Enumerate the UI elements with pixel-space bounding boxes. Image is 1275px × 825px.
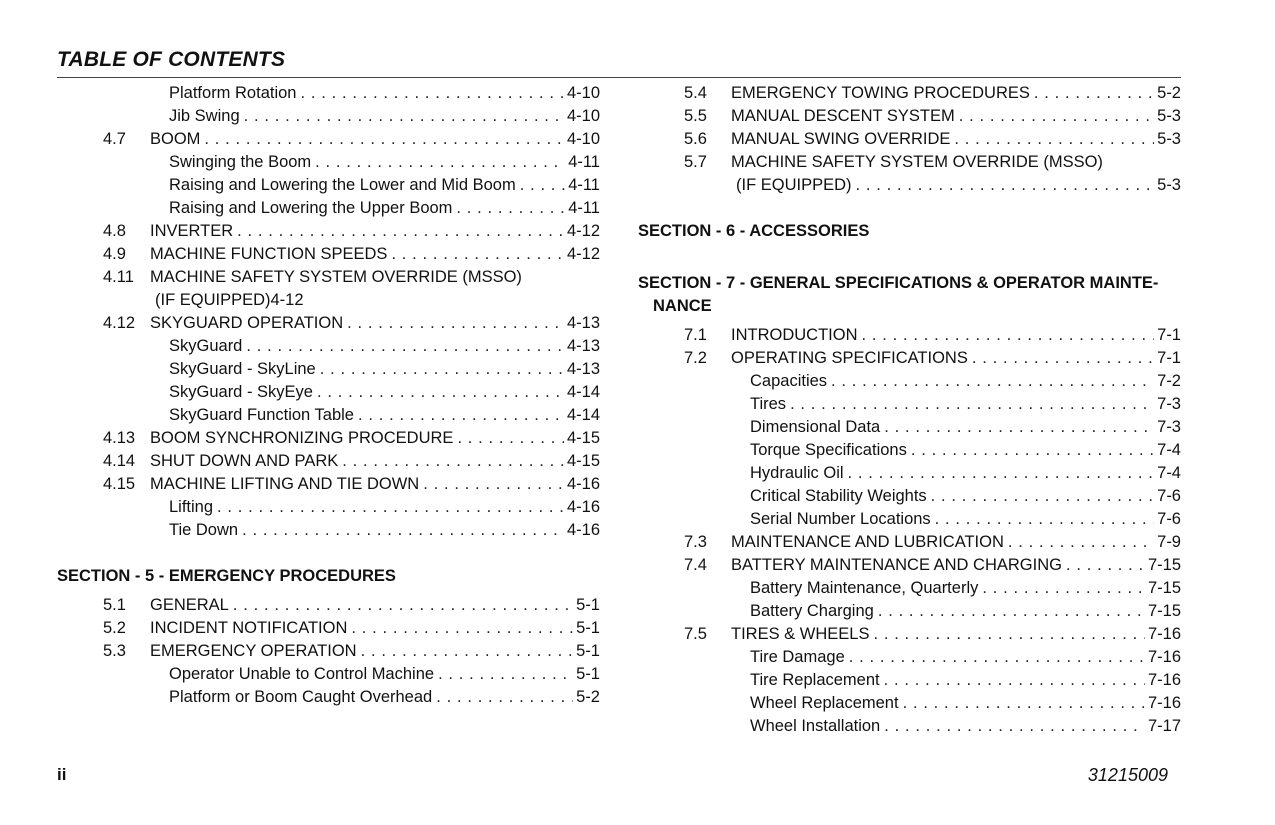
dot-leader bbox=[457, 427, 564, 450]
toc-entry[interactable] bbox=[57, 450, 600, 473]
entry-page: 5-1 bbox=[576, 642, 600, 660]
entry-page: 4-13 bbox=[566, 314, 600, 332]
entry-label: SKYGUARD OPERATION bbox=[150, 314, 344, 332]
entry-number: 5.4 bbox=[684, 84, 707, 102]
dot-leader bbox=[233, 594, 573, 617]
entry-label: SkyGuard - SkyEye bbox=[169, 383, 313, 401]
toc-entry[interactable] bbox=[638, 82, 1181, 105]
toc-entry[interactable] bbox=[57, 105, 600, 128]
entry-label: Torque Specifications bbox=[750, 441, 907, 459]
dot-leader bbox=[873, 623, 1145, 646]
entry-label: Capacities bbox=[750, 372, 828, 390]
entry-label: Platform or Boom Caught Overhead bbox=[169, 688, 433, 706]
entry-number: 7.1 bbox=[684, 326, 707, 344]
entry-label: INCIDENT NOTIFICATION bbox=[150, 619, 348, 637]
entry-page: 7-4 bbox=[1157, 441, 1181, 459]
entry-label: Operator Unable to Control Machine bbox=[169, 665, 435, 683]
entry-label: GENERAL bbox=[150, 596, 229, 614]
dot-leader bbox=[856, 174, 1155, 197]
entry-label: MAINTENANCE AND LUBRICATION bbox=[731, 533, 1004, 551]
toc-entry[interactable] bbox=[57, 519, 600, 542]
dot-leader bbox=[358, 404, 564, 427]
toc-entry[interactable] bbox=[638, 577, 1181, 600]
toc-entry[interactable] bbox=[57, 82, 600, 105]
entry-page: 7-16 bbox=[1147, 671, 1181, 689]
toc-entry[interactable] bbox=[638, 646, 1181, 669]
toc-entry[interactable] bbox=[57, 289, 600, 312]
entry-label: Battery Maintenance, Quarterly bbox=[750, 579, 979, 597]
entry-label: MACHINE LIFTING AND TIE DOWN bbox=[150, 475, 420, 493]
toc-entry[interactable] bbox=[638, 370, 1181, 393]
entry-page: 4-11 bbox=[568, 153, 600, 171]
dot-leader bbox=[456, 197, 565, 220]
entry-page: 5-1 bbox=[576, 619, 600, 637]
entry-label: Raising and Lowering the Lower and Mid Boom bbox=[169, 176, 516, 194]
entry-page: 4-12 bbox=[566, 245, 600, 263]
toc-entry[interactable] bbox=[57, 594, 600, 617]
entry-label: Tires bbox=[750, 395, 787, 413]
dot-leader bbox=[342, 450, 564, 473]
entry-page: 7-2 bbox=[1157, 372, 1181, 390]
entry-label: Swinging the Boom bbox=[169, 153, 312, 171]
dot-leader bbox=[300, 82, 563, 105]
toc-entry[interactable] bbox=[57, 220, 600, 243]
entry-page: 7-1 bbox=[1157, 326, 1181, 344]
toc-entry[interactable] bbox=[638, 692, 1181, 715]
entry-label: OPERATING SPECIFICATIONS bbox=[731, 349, 968, 367]
dot-leader bbox=[982, 577, 1145, 600]
entry-number: 4.12 bbox=[103, 314, 136, 332]
entry-number: 7.3 bbox=[684, 533, 707, 551]
entry-page: 5-2 bbox=[576, 688, 600, 706]
entry-label: Jib Swing bbox=[169, 107, 240, 125]
dot-leader bbox=[903, 692, 1145, 715]
entry-number: 4.13 bbox=[103, 429, 136, 447]
dot-leader bbox=[242, 519, 564, 542]
entry-number: 4.15 bbox=[103, 475, 136, 493]
dot-leader bbox=[315, 151, 565, 174]
entry-number: 5.6 bbox=[684, 130, 707, 148]
section-heading[interactable] bbox=[638, 272, 1181, 318]
entry-page: 4-14 bbox=[566, 383, 600, 401]
entry-number: 4.14 bbox=[103, 452, 136, 470]
toc-entry[interactable] bbox=[638, 174, 1181, 197]
toc-entry[interactable] bbox=[638, 393, 1181, 416]
entry-page: 4-16 bbox=[566, 498, 600, 516]
toc-right-column bbox=[638, 82, 1181, 738]
dot-leader bbox=[351, 617, 573, 640]
spacer bbox=[638, 197, 1181, 220]
toc-entry[interactable] bbox=[638, 416, 1181, 439]
entry-page: 4-13 bbox=[566, 337, 600, 355]
toc-entry[interactable] bbox=[57, 427, 600, 450]
toc-entry[interactable] bbox=[638, 347, 1181, 370]
dot-leader bbox=[911, 439, 1154, 462]
spacer bbox=[57, 542, 600, 565]
toc-entry[interactable] bbox=[638, 485, 1181, 508]
entry-label: MACHINE FUNCTION SPEEDS bbox=[150, 245, 388, 263]
toc-entry[interactable] bbox=[57, 243, 600, 266]
entry-label: Wheel Installation bbox=[750, 717, 881, 735]
entry-label: Dimensional Data bbox=[750, 418, 881, 436]
entry-page: 4-16 bbox=[566, 475, 600, 493]
dot-leader bbox=[831, 370, 1154, 393]
dot-leader bbox=[1008, 531, 1154, 554]
toc-entry[interactable] bbox=[638, 669, 1181, 692]
entry-label: INTRODUCTION bbox=[731, 326, 858, 344]
toc-entry[interactable] bbox=[57, 404, 600, 427]
toc-entry[interactable] bbox=[638, 324, 1181, 347]
dot-leader bbox=[361, 640, 574, 663]
entry-label: BATTERY MAINTENANCE AND CHARGING bbox=[731, 556, 1062, 574]
toc-entry[interactable] bbox=[57, 617, 600, 640]
entry-page: 4-12 bbox=[566, 222, 600, 240]
dot-leader bbox=[1066, 554, 1145, 577]
entry-page: 7-1 bbox=[1157, 349, 1181, 367]
entry-page: 4-16 bbox=[566, 521, 600, 539]
dot-leader bbox=[320, 358, 564, 381]
entry-page: 4-11 bbox=[568, 199, 600, 217]
entry-label: SkyGuard - SkyLine bbox=[169, 360, 316, 378]
entry-page: 4-15 bbox=[566, 429, 600, 447]
entry-label: MANUAL SWING OVERRIDE bbox=[731, 130, 951, 148]
dot-leader bbox=[391, 243, 564, 266]
toc-entry[interactable] bbox=[57, 473, 600, 496]
entry-label: BOOM bbox=[150, 130, 201, 148]
entry-page: 4-10 bbox=[566, 107, 600, 125]
toc-entry[interactable] bbox=[57, 640, 600, 663]
entry-page: 4-11 bbox=[568, 176, 600, 194]
document-number: 31215009 bbox=[1087, 765, 1168, 785]
dot-leader bbox=[848, 462, 1155, 485]
entry-page: 7-16 bbox=[1147, 625, 1181, 643]
entry-number: 5.3 bbox=[103, 642, 126, 660]
dot-leader bbox=[204, 128, 564, 151]
entry-label: TIRES & WHEELS bbox=[731, 625, 870, 643]
entry-page: 7-16 bbox=[1147, 648, 1181, 666]
toc-entry[interactable] bbox=[57, 197, 600, 220]
dot-leader bbox=[849, 646, 1145, 669]
dot-leader bbox=[878, 600, 1145, 623]
toc-entry[interactable] bbox=[638, 531, 1181, 554]
entry-label: Tie Down bbox=[169, 521, 239, 539]
entry-page: 5-2 bbox=[1157, 84, 1181, 102]
entry-page: 5-3 bbox=[1157, 176, 1181, 194]
entry-page: 7-15 bbox=[1147, 579, 1181, 597]
entry-page: 7-6 bbox=[1157, 487, 1181, 505]
entry-page: 4-14 bbox=[566, 406, 600, 424]
entry-label: EMERGENCY TOWING PROCEDURES bbox=[731, 84, 1030, 102]
entry-label: INVERTER bbox=[150, 222, 234, 240]
dot-leader bbox=[931, 485, 1154, 508]
page-title: TABLE OF CONTENTS bbox=[57, 48, 286, 71]
toc-left-column bbox=[57, 82, 600, 709]
entry-page: 5-1 bbox=[576, 665, 600, 683]
toc-entry[interactable] bbox=[638, 128, 1181, 151]
dot-leader bbox=[790, 393, 1154, 416]
entry-label: SkyGuard Function Table bbox=[169, 406, 354, 424]
dot-leader bbox=[954, 128, 1154, 151]
entry-label: Wheel Replacement bbox=[750, 694, 899, 712]
toc-entry[interactable] bbox=[638, 439, 1181, 462]
entry-label: EMERGENCY OPERATION bbox=[150, 642, 357, 660]
toc-entry[interactable] bbox=[638, 623, 1181, 646]
dot-leader bbox=[217, 496, 564, 519]
entry-page: 7-17 bbox=[1147, 717, 1181, 735]
entry-page: 5-1 bbox=[576, 596, 600, 614]
entry-number: 5.2 bbox=[103, 619, 126, 637]
dot-leader bbox=[1034, 82, 1154, 105]
toc-entry[interactable] bbox=[57, 686, 600, 709]
entry-page: 7-15 bbox=[1147, 556, 1181, 574]
dot-leader bbox=[246, 335, 564, 358]
dot-leader bbox=[862, 324, 1155, 347]
entry-label: Battery Charging bbox=[750, 602, 874, 620]
entry-number: 4.7 bbox=[103, 130, 126, 148]
section-heading-line: NANCE bbox=[653, 297, 712, 315]
dot-leader bbox=[884, 416, 1154, 439]
entry-label: Lifting bbox=[169, 498, 214, 516]
entry-number: 5.7 bbox=[684, 153, 707, 171]
dot-leader bbox=[935, 508, 1154, 531]
dot-leader bbox=[423, 473, 564, 496]
toc-entry[interactable] bbox=[57, 381, 600, 404]
entry-label: BOOM SYNCHRONIZING PROCEDURE bbox=[150, 429, 454, 447]
toc-entry[interactable] bbox=[57, 358, 600, 381]
entry-page: 5-3 bbox=[1157, 130, 1181, 148]
entry-label: Serial Number Locations bbox=[750, 510, 931, 528]
entry-number: 7.5 bbox=[684, 625, 707, 643]
entry-label: MACHINE SAFETY SYSTEM OVERRIDE (MSSO) bbox=[150, 268, 522, 286]
toc-entry[interactable] bbox=[57, 335, 600, 358]
entry-number: 7.2 bbox=[684, 349, 707, 367]
entry-label: Tire Replacement bbox=[750, 671, 880, 689]
entry-page: 4-10 bbox=[566, 84, 600, 102]
entry-page: 7-3 bbox=[1157, 395, 1181, 413]
entry-page: 7-3 bbox=[1157, 418, 1181, 436]
toc-entry[interactable] bbox=[57, 663, 600, 686]
entry-number: 4.9 bbox=[103, 245, 126, 263]
section-heading[interactable]: SECTION - 6 - ACCESSORIES bbox=[638, 222, 870, 240]
dot-leader bbox=[520, 174, 565, 197]
entry-page: 7-9 bbox=[1157, 533, 1181, 551]
toc-entry[interactable] bbox=[638, 151, 1181, 174]
title-rule bbox=[57, 77, 1181, 78]
entry-label: SkyGuard bbox=[169, 337, 243, 355]
toc-entry[interactable] bbox=[57, 128, 600, 151]
dot-leader bbox=[347, 312, 564, 335]
entry-label: MACHINE SAFETY SYSTEM OVERRIDE (MSSO) bbox=[731, 153, 1103, 171]
dot-leader bbox=[438, 663, 573, 686]
entry-label: Tire Damage bbox=[750, 648, 845, 666]
toc-entry[interactable] bbox=[57, 312, 600, 335]
toc-entry[interactable] bbox=[638, 462, 1181, 485]
entry-label: (IF EQUIPPED)4-12 bbox=[155, 291, 304, 309]
toc-entry[interactable] bbox=[57, 496, 600, 519]
entry-page: 4-13 bbox=[566, 360, 600, 378]
entry-page: 5-3 bbox=[1157, 107, 1181, 125]
toc-entry[interactable] bbox=[638, 508, 1181, 531]
toc-entry[interactable] bbox=[57, 266, 600, 289]
toc-entry[interactable] bbox=[57, 174, 600, 197]
entry-number: 5.5 bbox=[684, 107, 707, 125]
entry-number: 4.8 bbox=[103, 222, 126, 240]
entry-page: 7-16 bbox=[1147, 694, 1181, 712]
dot-leader bbox=[244, 105, 564, 128]
entry-label: Hydraulic Oil bbox=[750, 464, 844, 482]
entry-label: (IF EQUIPPED) bbox=[736, 176, 852, 194]
dot-leader bbox=[884, 669, 1145, 692]
entry-page: 4-15 bbox=[566, 452, 600, 470]
page-number: ii bbox=[57, 765, 67, 784]
entry-page: 7-15 bbox=[1147, 602, 1181, 620]
entry-page: 7-6 bbox=[1157, 510, 1181, 528]
toc-entry[interactable] bbox=[638, 715, 1181, 738]
dot-leader bbox=[237, 220, 564, 243]
toc-entry[interactable] bbox=[638, 554, 1181, 577]
entry-page: 4-10 bbox=[566, 130, 600, 148]
entry-number: 7.4 bbox=[684, 556, 707, 574]
dot-leader bbox=[972, 347, 1154, 370]
spacer bbox=[638, 249, 1181, 272]
dot-leader bbox=[959, 105, 1154, 128]
dot-leader bbox=[317, 381, 564, 404]
entry-page: 7-4 bbox=[1157, 464, 1181, 482]
dot-leader bbox=[884, 715, 1145, 738]
entry-label: Critical Stability Weights bbox=[750, 487, 927, 505]
entry-label: Raising and Lowering the Upper Boom bbox=[169, 199, 453, 217]
toc-entry[interactable] bbox=[638, 105, 1181, 128]
entry-number: 5.1 bbox=[103, 596, 126, 614]
toc-entry[interactable] bbox=[638, 600, 1181, 623]
entry-label: MANUAL DESCENT SYSTEM bbox=[731, 107, 955, 125]
toc-entry[interactable] bbox=[57, 151, 600, 174]
entry-number: 4.11 bbox=[103, 268, 134, 286]
section-heading[interactable]: SECTION - 5 - EMERGENCY PROCEDURES bbox=[57, 567, 396, 585]
dot-leader bbox=[436, 686, 573, 709]
entry-label: Platform Rotation bbox=[169, 84, 297, 102]
section-heading-line: SECTION - 7 - GENERAL SPECIFICATIONS & OPERATOR MAINTE- bbox=[638, 274, 1159, 292]
entry-label: SHUT DOWN AND PARK bbox=[150, 452, 339, 470]
